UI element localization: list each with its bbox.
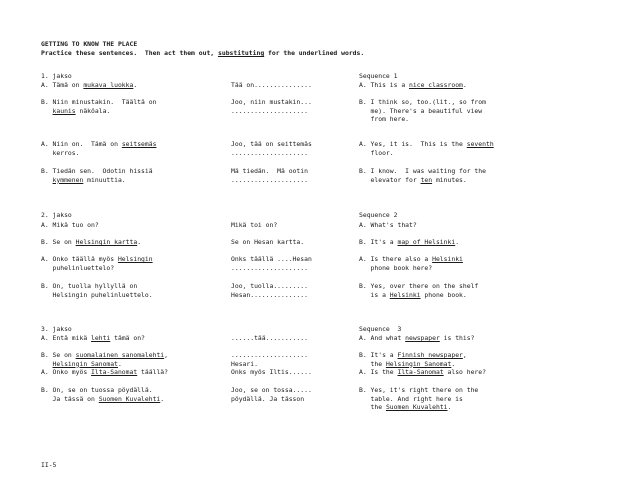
text-segment: me). There's a beautiful view — [359, 106, 483, 115]
drill-line: Joo, tuolla......... — [231, 282, 308, 290]
text-segment — [41, 360, 53, 368]
underlined-text: mukava luokka — [83, 81, 134, 89]
text-segment: floor. — [359, 148, 394, 157]
finnish-sentence — [41, 221, 223, 230]
drill-line: Se on Hesan kartta. — [231, 238, 305, 246]
drill-line: .................... — [231, 106, 308, 115]
text-segment: A. Tämä on — [41, 81, 84, 89]
text-segment: . — [133, 81, 138, 89]
text-segment: table. And right here is — [359, 394, 463, 403]
finnish-sequence-title: 1. jakso — [41, 72, 72, 80]
text-segment: A. Onko myös — [41, 368, 92, 376]
underlined-text: newspaper — [405, 334, 440, 342]
text-segment: täällä? — [137, 368, 168, 376]
english-translation — [359, 167, 519, 184]
underlined-text: suomalainen sanomalehti — [75, 351, 165, 359]
text-segment: minuuttia. — [83, 175, 126, 184]
drill-line: Joo, tää on seittemäs — [231, 140, 312, 148]
drill-line: Joo, se on tossa..... — [231, 386, 312, 394]
finnish-sentence — [41, 238, 223, 247]
underlined-text: Helsingin — [117, 255, 153, 263]
text-segment — [41, 107, 53, 115]
page-number: II-5 — [41, 461, 57, 469]
colloquial-drill — [231, 368, 349, 377]
finnish-sentence — [41, 255, 223, 272]
finnish-sentence — [41, 98, 223, 115]
text-segment: B. Se on — [41, 351, 76, 359]
translation-line — [359, 140, 519, 149]
text-segment: phone book here? — [359, 263, 433, 272]
english-translation — [359, 140, 519, 157]
underlined-text: seitsemäs — [121, 140, 157, 148]
text-segment: A. Is the — [359, 368, 398, 376]
english-sequence-title: Sequence 1 — [359, 72, 398, 80]
text-segment: A. Mikä tuo on? — [41, 221, 99, 229]
colloquial-drill — [231, 282, 349, 299]
sentence-line — [41, 238, 223, 247]
sentence-line — [41, 107, 223, 116]
translation-line — [359, 351, 519, 360]
colloquial-drill — [231, 221, 349, 230]
text-segment: , — [164, 351, 168, 359]
drill-line: ......tää........... — [231, 334, 308, 342]
page-title: GETTING TO KNOW THE PLACE — [41, 40, 138, 48]
text-segment: B. I know. I was waiting for the — [359, 167, 486, 175]
finnish-sentence — [41, 282, 223, 299]
text-segment: A. What's that? — [359, 221, 417, 229]
translation-line — [359, 291, 519, 300]
instructions — [41, 49, 364, 58]
english-translation — [359, 386, 519, 412]
english-translation — [359, 351, 519, 368]
underlined-text: Helsingin Sanomat — [52, 359, 118, 368]
drill-line: Tää on............... — [231, 81, 312, 89]
text-segment: for the underlined words. — [264, 49, 365, 57]
sentence-line — [41, 360, 223, 369]
finnish-sentence — [41, 167, 223, 184]
english-sequence-title: Sequence 2 — [359, 211, 398, 219]
translation-line — [359, 368, 519, 377]
drill-line: .................... — [231, 175, 308, 184]
text-segment — [41, 176, 53, 184]
underlined-text: nice classroom — [409, 81, 463, 89]
underlined-text: seventh — [466, 140, 494, 148]
english-translation — [359, 81, 519, 90]
finnish-sentence — [41, 351, 223, 368]
finnish-sequence-title: 2. jakso — [41, 211, 72, 219]
translation-line — [359, 115, 519, 124]
text-segment: B. It's a — [359, 238, 398, 246]
underlined-text: Ilta-Sanomat — [397, 368, 444, 376]
translation-line — [359, 386, 519, 395]
translation-line — [359, 221, 519, 230]
english-translation — [359, 221, 519, 230]
colloquial-drill — [231, 98, 349, 115]
translation-line — [359, 176, 519, 185]
text-segment: B. Se on — [41, 238, 76, 246]
translation-line — [359, 282, 519, 291]
english-translation — [359, 334, 519, 343]
sentence-line — [41, 386, 223, 395]
translation-line — [359, 238, 519, 247]
text-segment: elevator for — [359, 175, 421, 184]
translation-line — [359, 107, 519, 116]
english-translation — [359, 255, 519, 272]
translation-line — [359, 395, 519, 404]
text-segment: . — [455, 238, 460, 246]
text-segment: B. Yes, it's right there on the — [359, 386, 479, 394]
text-segment: also here? — [443, 368, 486, 376]
translation-line — [359, 334, 519, 343]
underlined-text: Suomen Kuvalehti — [98, 394, 161, 403]
english-translation — [359, 238, 519, 247]
finnish-sentence — [41, 81, 223, 90]
sentence-line — [41, 255, 223, 264]
finnish-sentence — [41, 386, 223, 403]
finnish-sentence — [41, 334, 223, 343]
drill-line: Hesari. — [231, 359, 258, 368]
sentence-line — [41, 81, 223, 90]
translation-line — [359, 403, 519, 412]
text-segment: B. Yes, over there on the shelf — [359, 282, 479, 290]
drill-line: .................... — [231, 351, 308, 359]
text-segment: A. Niin on. Tämä on — [41, 140, 122, 148]
colloquial-drill — [231, 238, 349, 247]
sentence-line — [41, 98, 223, 107]
drill-line: .................... — [231, 148, 308, 157]
text-segment: puhelinluettelo? — [41, 263, 115, 272]
text-segment: A. This is a — [359, 81, 410, 89]
english-translation — [359, 282, 519, 299]
translation-line — [359, 167, 519, 176]
text-segment: Helsingin puhelinluettelo. — [41, 290, 153, 299]
translation-line — [359, 98, 519, 107]
translation-line — [359, 149, 519, 158]
drill-line: pöydällä. Ja tässon — [231, 394, 305, 403]
sentence-line — [41, 395, 223, 404]
colloquial-drill — [231, 334, 349, 343]
drill-line: Mä tiedän. Mä ootin — [231, 167, 308, 175]
underlined-text: Helsingin Sanomat — [385, 359, 452, 368]
text-segment: phone book. — [420, 290, 467, 299]
text-segment: A. Yes, it is. This is the — [359, 140, 467, 148]
sentence-line — [41, 176, 223, 185]
text-segment: B. On, tuolla hyllyllä on — [41, 282, 138, 290]
sentence-line — [41, 167, 223, 176]
colloquial-drill — [231, 351, 349, 368]
finnish-sentence — [41, 140, 223, 157]
text-segment: , — [462, 351, 467, 359]
text-segment: A. And what — [359, 334, 406, 342]
sentence-line — [41, 149, 223, 158]
underlined-text: Helsingin kartta — [75, 238, 138, 246]
text-segment: A. Is there also a — [359, 255, 433, 263]
text-segment: Practice these sentences. Then act them out, — [41, 49, 218, 57]
finnish-sentence — [41, 368, 223, 377]
sentence-line — [41, 368, 223, 377]
english-translation — [359, 98, 519, 124]
underlined-text: map of Helsinki — [397, 238, 456, 246]
colloquial-drill — [231, 255, 349, 272]
sentence-line — [41, 264, 223, 273]
english-sequence-title: Sequence 3 — [359, 325, 402, 333]
drill-line: Joo, niin mustakin... — [231, 98, 312, 106]
underlined-text: substituting — [218, 49, 265, 57]
underlined-text: Suomen Kuvalehti — [385, 403, 448, 412]
drill-line: .................... — [231, 263, 308, 272]
text-segment: kerros. — [41, 148, 80, 157]
text-segment: B. I think so, too.(lit., so from — [359, 98, 486, 106]
colloquial-drill — [231, 81, 349, 90]
drill-line: Onks myös Iltis...... — [231, 368, 312, 376]
sentence-line — [41, 334, 223, 343]
translation-line — [359, 81, 519, 90]
drill-line: Mikä toi on? — [231, 221, 278, 229]
text-segment: B. It's a — [359, 351, 398, 359]
underlined-text: Helsinki — [432, 255, 463, 263]
underlined-text: kaunis — [52, 106, 76, 115]
finnish-sequence-title: 3. jakso — [41, 325, 72, 333]
translation-line — [359, 264, 519, 273]
underlined-text: Helsinki — [389, 290, 421, 299]
text-segment: A. Entä mikä — [41, 334, 92, 342]
text-segment: B. Tiedän sen. Odotin hissiä — [41, 167, 153, 175]
colloquial-drill — [231, 167, 349, 184]
colloquial-drill — [231, 140, 349, 157]
text-segment: B. On, se on tuossa pöydällä. — [41, 386, 153, 394]
underlined-text: Ilta-Sanomat — [91, 368, 138, 376]
text-segment: . — [451, 359, 456, 368]
drill-line: Onks täällä ....Hesan — [231, 255, 312, 263]
underlined-text: Finnish newspaper — [397, 351, 463, 359]
text-segment: . — [117, 359, 122, 368]
text-segment: minutes. — [432, 175, 467, 184]
translation-line — [359, 360, 519, 369]
underlined-text: kymmenen — [52, 175, 84, 184]
text-segment: Ja tässä on — [41, 394, 99, 403]
text-segment: is this? — [439, 334, 475, 342]
underlined-text: ten — [420, 175, 433, 184]
sentence-line — [41, 291, 223, 300]
sentence-line — [41, 282, 223, 291]
text-segment: from here. — [359, 115, 410, 124]
sentence-line — [41, 140, 223, 149]
text-segment: . — [447, 403, 452, 412]
drill-line: Hesan............... — [231, 290, 308, 299]
text-segment: . — [160, 394, 165, 403]
text-segment: . — [137, 238, 142, 246]
underlined-text: lehti — [91, 334, 111, 342]
translation-line — [359, 255, 519, 264]
text-segment: A. Onko täällä myös — [41, 255, 118, 263]
colloquial-drill — [231, 386, 349, 403]
text-segment: the — [359, 403, 386, 412]
text-segment: B. Niin minustakin. Täältä on — [41, 98, 157, 106]
english-translation — [359, 368, 519, 377]
text-segment: is a — [359, 290, 390, 299]
sentence-line — [41, 221, 223, 230]
sentence-line — [41, 351, 223, 360]
text-segment: . — [462, 81, 467, 89]
text-segment: tämä on? — [110, 334, 145, 342]
text-segment: näköala. — [75, 106, 111, 115]
text-segment: the — [359, 359, 386, 368]
